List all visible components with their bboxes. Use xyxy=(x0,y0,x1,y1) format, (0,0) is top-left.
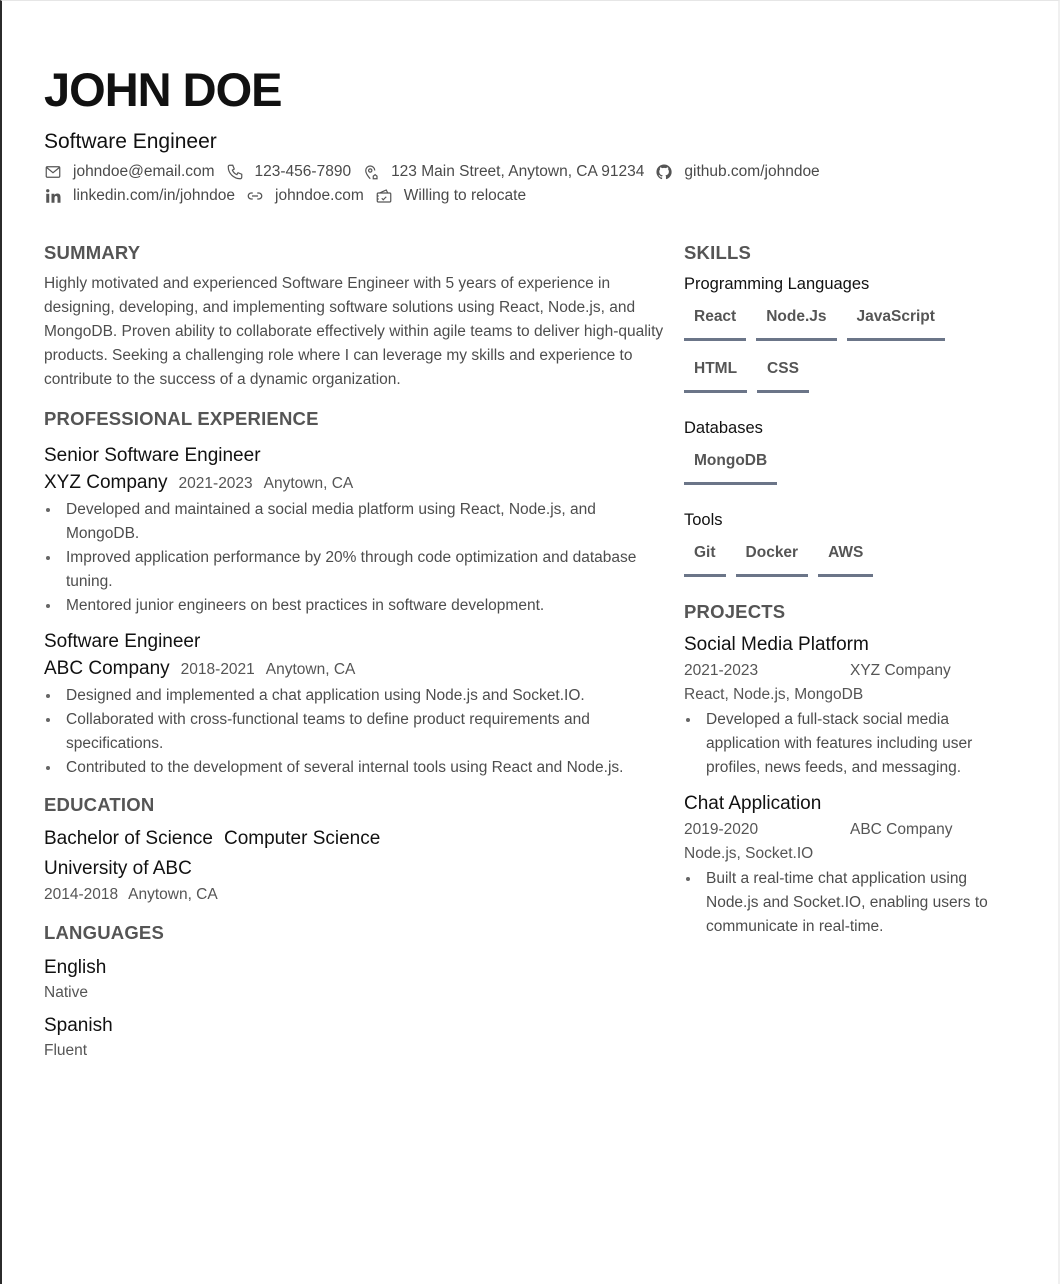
skill-tag: CSS xyxy=(757,355,809,393)
skill-tags xyxy=(684,303,1004,407)
contact-email[interactable] xyxy=(44,162,215,182)
job-location: Anytown, CA xyxy=(265,661,356,678)
job-bullet: Developed and maintained a social media platform using React, Node.js, and MongoDB. xyxy=(44,498,664,546)
project-tech: React, Node.js, MongoDB xyxy=(684,686,864,703)
job-entry xyxy=(44,628,664,780)
contact-relocate-text: Willing to relocate xyxy=(403,187,527,204)
contact-relocate xyxy=(375,186,526,206)
education-school: University of ABC xyxy=(44,858,192,879)
project-dates: 2019-2020 xyxy=(684,821,759,838)
project-name: Chat Application xyxy=(684,793,822,814)
project-dates: 2021-2023 xyxy=(684,662,759,679)
job-role: Software Engineer xyxy=(44,631,201,652)
skill-tag: Git xyxy=(684,539,726,577)
contact-row-1 xyxy=(44,162,831,182)
contact-github[interactable] xyxy=(655,162,819,182)
skill-tag: JavaScript xyxy=(847,303,945,341)
job-meta xyxy=(44,469,664,497)
link-icon xyxy=(246,187,264,205)
contact-email-text: johndoe@email.com xyxy=(73,163,215,180)
candidate-title: Software Engineer xyxy=(44,130,217,153)
project-name: Social Media Platform xyxy=(684,634,869,655)
degree-field: Computer Science xyxy=(224,828,381,849)
job-bullet: Designed and implemented a chat application using Node.js and Socket.IO. xyxy=(44,684,664,708)
right-column xyxy=(684,240,1004,939)
contact-linkedin-text: linkedin.com/in/johndoe xyxy=(73,187,235,204)
degree-name: Bachelor of Science xyxy=(44,828,213,849)
job-bullet: Contributed to the development of several internal tools using React and Node.js. xyxy=(44,756,664,780)
experience-heading: PROFESSIONAL EXPERIENCE xyxy=(44,408,319,429)
project-bullets xyxy=(684,867,1004,939)
projects-heading: PROJECTS xyxy=(684,601,786,622)
job-company: XYZ Company xyxy=(44,472,168,493)
skill-tag: HTML xyxy=(684,355,747,393)
skill-group-title: Databases xyxy=(684,419,763,437)
skill-tags xyxy=(684,539,1004,591)
summary-section xyxy=(44,240,664,392)
job-bullet: Collaborated with cross-functional teams to define product requirements and specifications. xyxy=(44,708,664,756)
job-role: Senior Software Engineer xyxy=(44,445,261,466)
summary-text: Highly motivated and experienced Software Engineer with 5 years of experience in designing, developing, and implementing software solutions using React, Node.js, and MongoDB. Proven ability to collaborate effectively within agile teams to deliver high-quality products. Seeking a challenging role where I can leverage my skills and experience to contribute to the success of a dynamic organization. xyxy=(44,275,664,388)
job-dates: 2018-2021 xyxy=(180,661,255,678)
education-heading: EDUCATION xyxy=(44,794,155,815)
left-column xyxy=(44,240,664,1062)
education-meta xyxy=(44,884,664,906)
job-entry xyxy=(44,442,664,618)
github-icon xyxy=(655,163,673,181)
project-entry xyxy=(684,631,1004,780)
project-bullets xyxy=(684,708,1004,780)
linkedin-icon xyxy=(44,187,62,205)
experience-section xyxy=(44,406,664,780)
skills-heading: SKILLS xyxy=(684,242,751,263)
languages-heading: LANGUAGES xyxy=(44,922,164,943)
job-dates: 2021-2023 xyxy=(178,475,253,492)
relocate-icon xyxy=(375,187,393,205)
location-icon xyxy=(362,163,380,181)
skill-tag: Docker xyxy=(736,539,809,577)
language-name: Spanish xyxy=(44,1015,113,1036)
skill-tags xyxy=(684,447,1004,499)
skill-tag: Node.Js xyxy=(756,303,836,341)
summary-heading: SUMMARY xyxy=(44,242,141,263)
education-location: Anytown, CA xyxy=(128,886,218,903)
contact-address xyxy=(362,162,644,182)
language-item xyxy=(44,954,664,1004)
project-meta xyxy=(684,659,1004,683)
project-bullet: Built a real-time chat application using Node.js and Socket.IO, enabling users to communicate in real-time. xyxy=(684,867,994,939)
education-section xyxy=(44,792,664,906)
project-bullet: Developed a full-stack social media application with features including user profiles, news feeds, and messaging. xyxy=(684,708,994,780)
language-level: Native xyxy=(44,984,88,1001)
projects-section xyxy=(684,599,1004,939)
candidate-name: JOHN DOE xyxy=(44,63,282,116)
language-name: English xyxy=(44,957,107,978)
phone-icon xyxy=(226,163,244,181)
job-bullet: Mentored junior engineers on best practices in software development. xyxy=(44,594,664,618)
skill-group-title: Programming Languages xyxy=(684,275,870,293)
job-company: ABC Company xyxy=(44,658,170,679)
contact-phone[interactable] xyxy=(226,162,352,182)
project-company: ABC Company xyxy=(850,821,953,838)
contact-github-text: github.com/johndoe xyxy=(684,163,820,180)
contact-linkedin[interactable] xyxy=(44,186,235,206)
education-degree xyxy=(44,824,664,854)
contact-website[interactable] xyxy=(246,186,364,206)
project-tech: Node.js, Socket.IO xyxy=(684,845,814,862)
contact-row-2 xyxy=(44,186,537,206)
project-company: XYZ Company xyxy=(850,662,951,679)
project-entry xyxy=(684,790,1004,939)
job-bullets xyxy=(44,684,664,780)
job-location: Anytown, CA xyxy=(263,475,354,492)
skill-tag: React xyxy=(684,303,746,341)
job-bullets xyxy=(44,498,664,618)
language-level: Fluent xyxy=(44,1042,88,1059)
skill-tag: AWS xyxy=(818,539,873,577)
skill-group-title: Tools xyxy=(684,511,723,529)
mail-icon xyxy=(44,163,62,181)
skill-tag: MongoDB xyxy=(684,447,777,485)
contact-address-text: 123 Main Street, Anytown, CA 91234 xyxy=(391,163,645,180)
job-meta xyxy=(44,655,664,683)
language-item xyxy=(44,1012,664,1062)
education-dates: 2014-2018 xyxy=(44,886,119,903)
contact-website-text: johndoe.com xyxy=(275,187,364,204)
job-bullet: Improved application performance by 20% through code optimization and database tuning. xyxy=(44,546,664,594)
project-meta xyxy=(684,818,1004,842)
languages-section xyxy=(44,920,664,1062)
skills-section xyxy=(684,240,1004,591)
contact-phone-text: 123-456-7890 xyxy=(254,163,352,180)
